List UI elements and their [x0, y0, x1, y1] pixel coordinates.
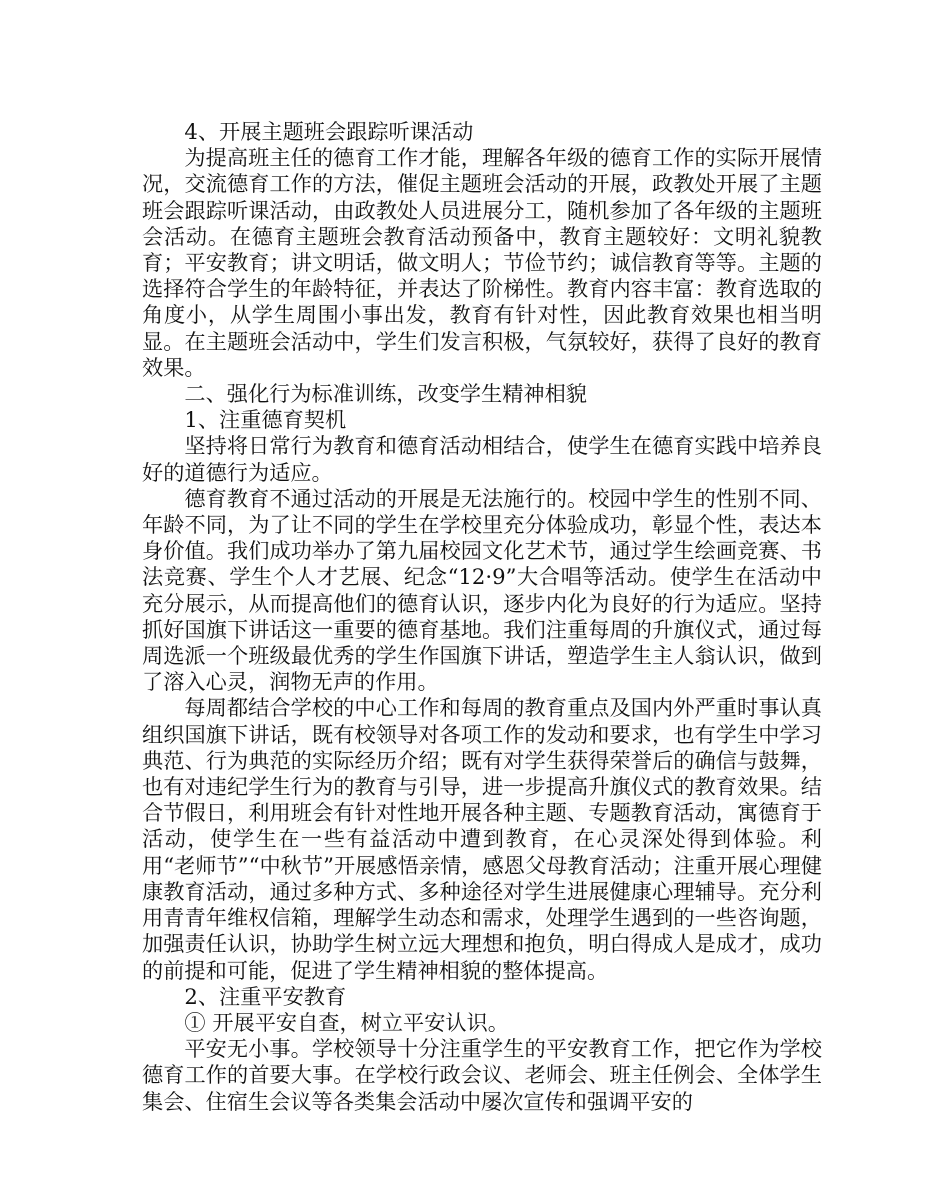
paragraph-safety: 平安无小事。学校领导十分注重学生的平安教育工作，把它作为学校德育工作的首要大事。在学校行政会议、老师会、班主任例会、全体学生集会、住宿生会议等各类集会活动中屡次宣传和强调平安的	[142, 1036, 822, 1114]
subsection-heading-moral-opportunity: 1、注重德育契机	[184, 407, 347, 433]
list-item-safety-self-check: ① 开展平安自查，树立平安认识。	[184, 1009, 509, 1035]
paragraph-daily-behavior: 坚持将日常行为教育和德育活动相结合，使学生在德育实践中培养良好的道德行为适应。	[142, 433, 822, 485]
paragraph-flag-speech: 每周都结合学校的中心工作和每周的教育重点及国内外严重时事认真组织国旗下讲话，既有校领导对各项工作的发动和要求，也有学生中学习典范、行为典范的实际经历介绍；既有对学生获得荣誉后的确信与鼓舞，也有对违纪学生行为的教育与引导，进一步提高升旗仪式的教育效果。结合节假日，利用班会有针对性地开展各种主题、专题教育活动，寓德育于活动，使学生在一些有益活动中遭到教育，在心灵深处得到体验。利用“老师节”“中秋节”开展感悟亲情，感恩父母教育活动；注重开展心理健康教育活动，通过多种方式、多种途径对学生进展健康心理辅导。充分利用青青年维权信箱，理解学生动态和需求，处理学生遇到的一些咨询题，加强责任认识，协助学生树立远大理想和抱负，明白得成人是成才，成功的前提和可能，促进了学生精神相貌的整体提高。	[142, 695, 822, 983]
document-body	[142, 119, 822, 1115]
paragraph-class-meeting: 为提高班主任的德育工作才能，理解各年级的德育工作的实际开展情况，交流德育工作的方法，催促主题班会活动的开展，政教处开展了主题班会跟踪听课活动，由政教处人员进展分工，随机参加了各年级的主题班会活动。在德育主题班会教育活动预备中，教育主题较好：文明礼貌教育；平安教育；讲文明话，做文明人；节俭节约；诚信教育等等。主题的选择符合学生的年龄特征，并表达了阶梯性。教育内容丰富：教育选取的角度小，从学生周围小事出发，教育有针对性，因此教育效果也相当明显。在主题班会活动中，学生们发言积极，气氛较好，获得了良好的教育效果。	[142, 145, 822, 380]
section-heading-behavior-training: 二、强化行为标准训练，改变学生精神相貌	[184, 381, 587, 407]
paragraph-activities: 德育教育不通过活动的开展是无法施行的。校园中学生的性别不同、年龄不同，为了让不同的学生在学校里充分体验成功，彰显个性，表达本身价值。我们成功举办了第九届校园文化艺术节，通过学生绘画竞赛、书法竞赛、学生个人才艺展、纪念“12·9”大合唱等活动。使学生在活动中充分展示，从而提高他们的德育认识，逐步内化为良好的行为适应。坚持抓好国旗下讲话这一重要的德育基地。我们注重每周的升旗仪式，通过每周选派一个班级最优秀的学生作国旗下讲话，塑造学生主人翁认识，做到了溶入心灵，润物无声的作用。	[142, 485, 822, 695]
section-heading-class-meeting: 4、开展主题班会跟踪听课活动	[184, 119, 474, 144]
subsection-heading-safety-education: 2、注重平安教育	[184, 983, 347, 1009]
